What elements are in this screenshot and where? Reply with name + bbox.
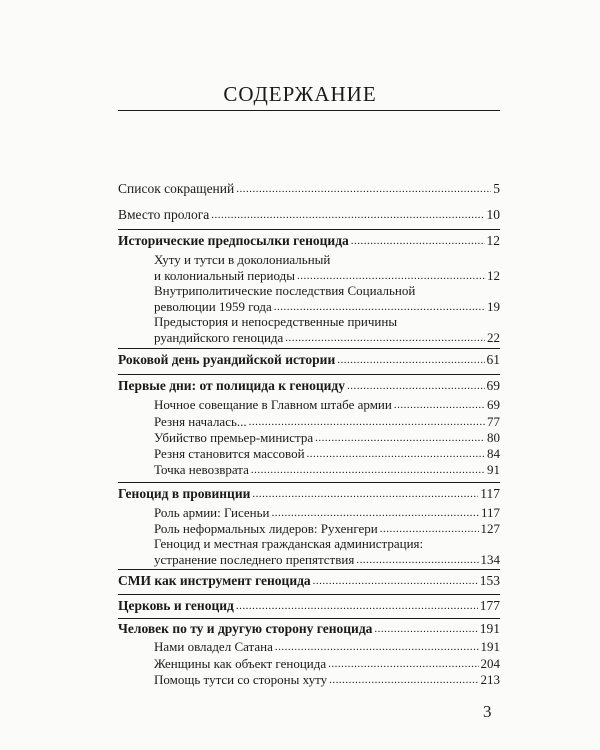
toc-subentry[interactable]	[154, 536, 500, 569]
toc-section-title: Церковь и геноцид	[118, 598, 234, 613]
toc-entry-page: 80	[487, 430, 500, 445]
toc-entry-page: 84	[487, 446, 500, 461]
leader-dots	[351, 232, 485, 249]
toc-entry-page: 117	[480, 486, 500, 501]
leader-dots	[297, 267, 485, 284]
leader-dots	[347, 377, 484, 394]
leader-dots	[275, 638, 479, 655]
toc-entry-page: 134	[480, 552, 500, 567]
toc-section[interactable]	[118, 378, 500, 395]
leader-dots	[236, 180, 491, 197]
section-divider	[118, 482, 500, 483]
toc-entry-page: 12	[487, 268, 500, 283]
leader-dots	[374, 620, 477, 637]
toc-subentry[interactable]	[154, 462, 500, 479]
toc-section[interactable]	[118, 573, 500, 590]
toc-entry-title: Женщины как объект геноцида	[154, 656, 327, 671]
section-divider	[118, 569, 500, 570]
toc-entry-page: 61	[486, 352, 500, 367]
toc-entry-page: 117	[480, 505, 500, 520]
toc-entry-page: 204	[480, 656, 500, 671]
leader-dots	[252, 485, 478, 502]
toc-entry-title-line2: руандийского геноцида	[154, 330, 284, 345]
section-divider	[118, 594, 500, 595]
leader-dots	[329, 671, 478, 688]
toc-entry-title-line1: Внутриполитические последствия Социальной	[154, 283, 416, 298]
toc-entry-title: Помощь тутси со стороны хуту	[154, 672, 328, 687]
leader-dots	[251, 461, 485, 478]
toc-entry-page: 127	[480, 521, 500, 536]
toc-entry-title: Роль армии: Гисеньи	[154, 505, 270, 520]
toc-entry-title: Ночное совещание в Главном штабе армии	[154, 397, 392, 412]
toc-entry-title: Резня началась...	[154, 414, 247, 429]
toc-entry-page: 69	[486, 378, 500, 393]
toc-entry-title: Точка невозврата	[154, 462, 249, 477]
leader-dots	[211, 206, 484, 223]
toc-entry-page: 213	[480, 672, 500, 687]
toc-entry-page: 69	[487, 397, 500, 412]
toc-entry-title: Роль неформальных лидеров: Рухенгери	[154, 521, 378, 536]
leader-dots	[313, 572, 478, 589]
toc-entry-title-line1: Хуту и тутси в доколониальный	[154, 252, 331, 267]
toc-subentry[interactable]	[154, 639, 500, 656]
leader-dots	[249, 413, 485, 430]
toc-entry-title: Убийство премьер-министра	[154, 430, 314, 445]
toc-section[interactable]	[118, 352, 500, 369]
toc-entry[interactable]	[118, 181, 500, 198]
toc-entry-page: 22	[487, 330, 500, 345]
toc-entry-title-line2: и колониальный периоды	[154, 268, 295, 283]
leader-dots	[337, 351, 484, 368]
leader-dots	[274, 298, 485, 315]
toc-entry-title-line1: Геноцид и местная гражданская администрация:	[154, 536, 424, 551]
leader-dots	[272, 504, 479, 521]
leader-dots	[394, 396, 485, 413]
toc-subentry[interactable]	[154, 672, 500, 689]
toc-entry-page: 191	[480, 639, 500, 654]
toc-section-title: Роковой день руандийской истории	[118, 352, 336, 367]
toc-subentry[interactable]	[154, 283, 500, 316]
toc-entry-page: 91	[487, 462, 500, 477]
toc-entry-title-line1: Предыстория и непосредственные причины	[154, 314, 398, 329]
toc-entry-page: 10	[486, 207, 500, 222]
page-number: 3	[483, 702, 492, 721]
toc-section-title: Первые дни: от полицида к геноциду	[118, 378, 346, 393]
toc-entry-page: 153	[479, 573, 500, 588]
toc-section-title: Человек по ту и другую сторону геноцида	[118, 621, 373, 636]
toc-subentry[interactable]	[154, 397, 500, 414]
toc-entry-page: 5	[493, 181, 500, 196]
toc-entry-page: 177	[479, 598, 500, 613]
toc-entry-title: Вместо пролога	[118, 207, 210, 222]
toc-entry[interactable]	[118, 207, 500, 224]
toc-entry-title-line2: устранение последнего препятствия	[154, 552, 355, 567]
leader-dots	[380, 520, 479, 537]
leader-dots	[285, 329, 485, 346]
section-divider	[118, 618, 500, 619]
toc-entry-page: 191	[479, 621, 500, 636]
toc-section-title: Исторические предпосылки геноцида	[118, 233, 349, 248]
page-title: СОДЕРЖАНИЕ	[223, 82, 377, 106]
toc-section[interactable]	[118, 621, 500, 638]
table-of-contents	[118, 0, 500, 750]
leader-dots	[328, 655, 478, 672]
toc-section-title: СМИ как инструмент геноцида	[118, 573, 311, 588]
toc-section-title: Геноцид в провинции	[118, 486, 251, 501]
toc-subentry[interactable]	[154, 314, 500, 347]
toc-entry-title: Резня становится массовой	[154, 446, 305, 461]
toc-entry-page: 12	[486, 233, 500, 248]
section-divider	[118, 229, 500, 230]
leader-dots	[307, 445, 485, 462]
toc-section[interactable]	[118, 233, 500, 250]
leader-dots	[356, 551, 478, 568]
toc-section[interactable]	[118, 486, 500, 503]
toc-entry-page: 77	[487, 414, 500, 429]
toc-entry-title-line2: революции 1959 года	[154, 299, 272, 314]
toc-entry-title: Список сокращений	[118, 181, 235, 196]
toc-subentry[interactable]	[154, 252, 500, 285]
toc-entry-title: Нами овладел Сатана	[154, 639, 273, 654]
toc-section[interactable]	[118, 598, 500, 615]
section-divider	[118, 348, 500, 349]
leader-dots	[315, 429, 485, 446]
section-divider	[118, 374, 500, 375]
leader-dots	[236, 597, 478, 614]
toc-entry-page: 19	[487, 299, 500, 314]
